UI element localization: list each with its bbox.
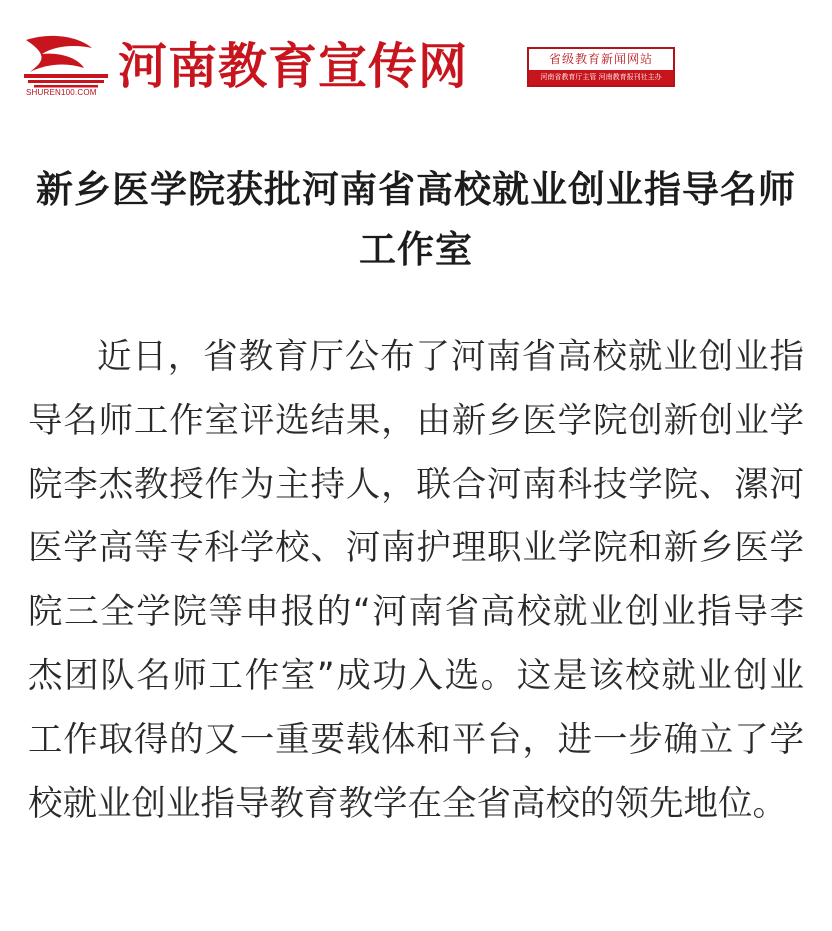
site-domain: SHUREN100.COM — [26, 88, 97, 97]
site-header — [0, 0, 832, 120]
article-body: 近日，省教育厅公布了河南省高校就业创业指导名师工作室评选结果，由新乡医学院创新创业学院李杰教授作为主持人，联合河南科技学院、漯河医学高等专科学校、河南护理职业学院和新乡医学院三全学院等申报的“河南省高校就业创业指导李杰团队名师工作室”成功入选。这是该校就业创业工作取得的又一重要载体和平台，进一步确立了学校就业创业指导教育教学在全省高校的领先地位。 — [28, 337, 804, 824]
article-title: 新乡医学院获批河南省高校就业创业指导名师工作室 — [36, 168, 796, 271]
site-name[interactable]: 河南教育宣传网 — [118, 37, 469, 95]
badge-subtitle: 河南省教育厅主管 河南教育报刊社主办 — [529, 70, 673, 85]
badge-title: 省级教育新闻网站 — [548, 52, 653, 66]
site-badge — [527, 47, 675, 87]
